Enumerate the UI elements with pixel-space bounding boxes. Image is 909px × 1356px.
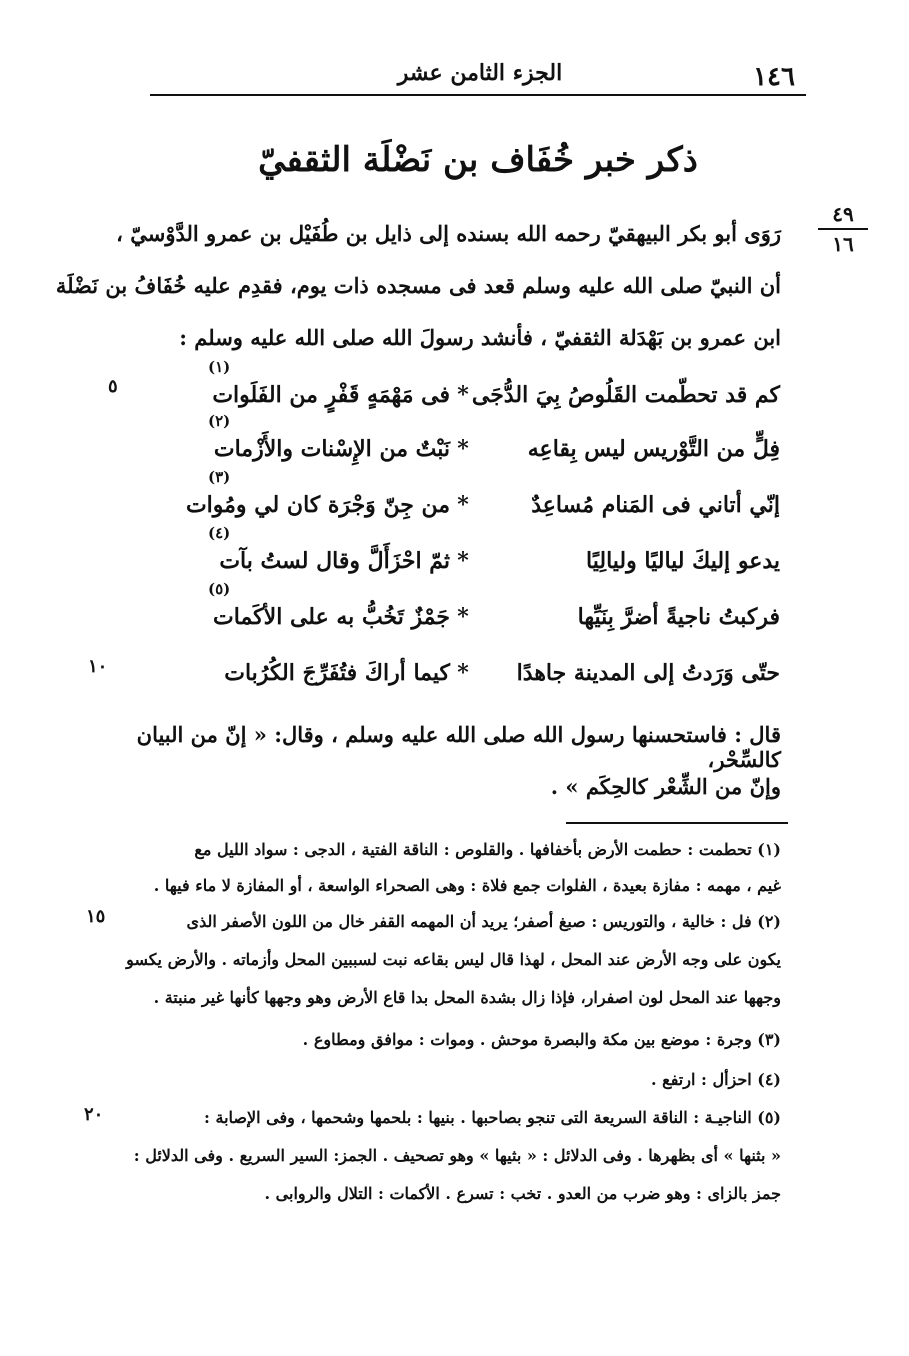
running-title: الجزء الثامن عشر [397, 60, 563, 86]
header-rule [150, 94, 806, 96]
verse-second-hemistich: كيما أراكَ فتُفَرِّجَ الكُرُبات [224, 660, 450, 686]
verse-line [185, 468, 780, 530]
margin-ref-divider [818, 228, 868, 230]
verse-line [190, 646, 780, 698]
verse-line [190, 580, 780, 642]
verse-first-hemistich: كم قد تحطّمت القَلُوصُ بِيَ الدُّجَى [471, 382, 780, 408]
verse-second-hemistich: جَمْزٌ تَخُبُّ به على الأكَمات [213, 604, 450, 630]
verse-line [190, 524, 780, 586]
verse-line [190, 358, 780, 420]
intro-line: رَوَى أبو بكر البيهقيّ رحمه الله بسنده إلى ذايل بن طُفَيْل بن عمرو الدَّوْسيّ ، [116, 221, 781, 246]
footnote-line: وجهها عند المحل لون اصفرار، فإذا زال بشدة المحل بدا قاع الأرض وهو وجهها كأنها غير منبتة . [153, 988, 781, 1007]
margin-ref-bottom: ١٦ [832, 232, 854, 256]
margin-reference [818, 202, 868, 256]
margin-ref-top: ٤٩ [832, 202, 854, 226]
footnote-line: « بثنها » أى بظهرها . وفى الدلائل : « بثيها » وهو تصحيف . الجمز: السير السريع . وفى الدلائل : [133, 1146, 781, 1165]
footnote-marker: (٤) [208, 524, 231, 542]
page-number: ١٤٦ [753, 62, 795, 92]
footnote-line: (٥) الناجيـة : الناقة السريعة التى تنجو بصاحبها . بنيها : بلحمها وشحمها ، وفى الإصابة : [204, 1108, 781, 1127]
line-number: ١٥ [86, 906, 106, 927]
chapter-title: ذكر خبر خُفَاف بن نَضْلَة الثقفيّ [258, 140, 698, 180]
verse-separator: * [457, 492, 469, 518]
intro-line: ابن عمرو بن بَهْدَلة الثقفيّ ، فأنشد رسولَ الله صلى الله عليه وسلم : [179, 325, 781, 350]
verse-second-hemistich: ثمّ احْزَأَلَّ وقال لستُ بآت [219, 548, 450, 574]
verse-second-hemistich: نَبْتٌ من الإِسْنات والأَزْمات [213, 436, 450, 462]
verse-first-hemistich: حتّى وَرَدتُ إلى المدينة جاهدًا [516, 660, 780, 686]
line-number: ٥ [108, 376, 118, 397]
verse-second-hemistich: فى مَهْمَهٍ قَفْرٍ من الفَلَوات [212, 382, 450, 408]
line-number: ٢٠ [84, 1104, 104, 1125]
verse-first-hemistich: يدعو إليكَ لياليًا وليالِيًا [586, 548, 780, 574]
intro-line: أن النبيّ صلى الله عليه وسلم قعد فى مسجده ذات يوم، فقدِم عليه خُفَافُ بن نَضْلَة [55, 273, 781, 298]
footnote-marker: (٣) [208, 468, 231, 486]
footnote-line: (٢) فل : خالية ، والتوريس : صبغ أصفر؛ يريد أن المهمه القفر خال من اللون الأصفر الذى [186, 912, 781, 931]
footnote-line: جمز بالزاى : وهو ضرب من العدو . تخب : تسرع . الأكمات : التلال والروابى . [264, 1184, 781, 1203]
verse-first-hemistich: فركبتُ ناجيةً أضرَّ بِنَيِّها [577, 604, 780, 630]
verse-first-hemistich: فِلٍّ من التَّوْريس ليس بِقاعِه [527, 436, 780, 462]
footnote-rule [566, 822, 788, 824]
verse-separator: * [457, 548, 469, 574]
footnote-line: (٣) وجرة : موضع بين مكة والبصرة موحش . وموات : موافق ومطاوع . [302, 1030, 781, 1049]
verse-first-hemistich: إنّي أتاني فى المَنام مُساعِدٌ [531, 492, 780, 518]
closing-line: وإنّ من الشِّعْر كالحِكَم » . [550, 774, 781, 799]
footnote-marker: (١) [208, 358, 231, 376]
footnote-marker: (٥) [208, 580, 231, 598]
verse-line [190, 412, 780, 474]
verse-separator: * [457, 436, 469, 462]
line-number: ١٠ [88, 656, 108, 677]
verse-second-hemistich: من جِنّ وَجْرَة كان لي ومُوات [185, 492, 450, 518]
intro-paragraph [55, 208, 781, 364]
verse-separator: * [457, 382, 469, 408]
footnote-marker: (٢) [208, 412, 231, 430]
footnote-line: يكون على وجه الأرض عند المحل ، لهذا قال ليس بقاعه نبت لسببين المحل وأزماته . والأرض يكسو [126, 950, 781, 969]
footnote-line: غيم ، مهمه : مفازة بعيدة ، الفلوات جمع فلاة : وهى الصحراء الواسعة ، أو المفازة لا ماء فيها . [153, 876, 781, 895]
closing-line: قال : فاستحسنها رسول الله صلى الله عليه وسلم ، وقال: « إنّ من البيان كالسِّحْر، [136, 722, 781, 772]
verse-separator: * [457, 604, 469, 630]
verse-separator: * [457, 660, 469, 686]
footnote-line: (٤) احزأل : ارتفع . [651, 1070, 781, 1089]
footnote-line: (١) تحطمت : حطمت الأرض بأخفافها . والقلوص : الناقة الفتية ، الدجى : سواد الليل مع [194, 840, 781, 859]
